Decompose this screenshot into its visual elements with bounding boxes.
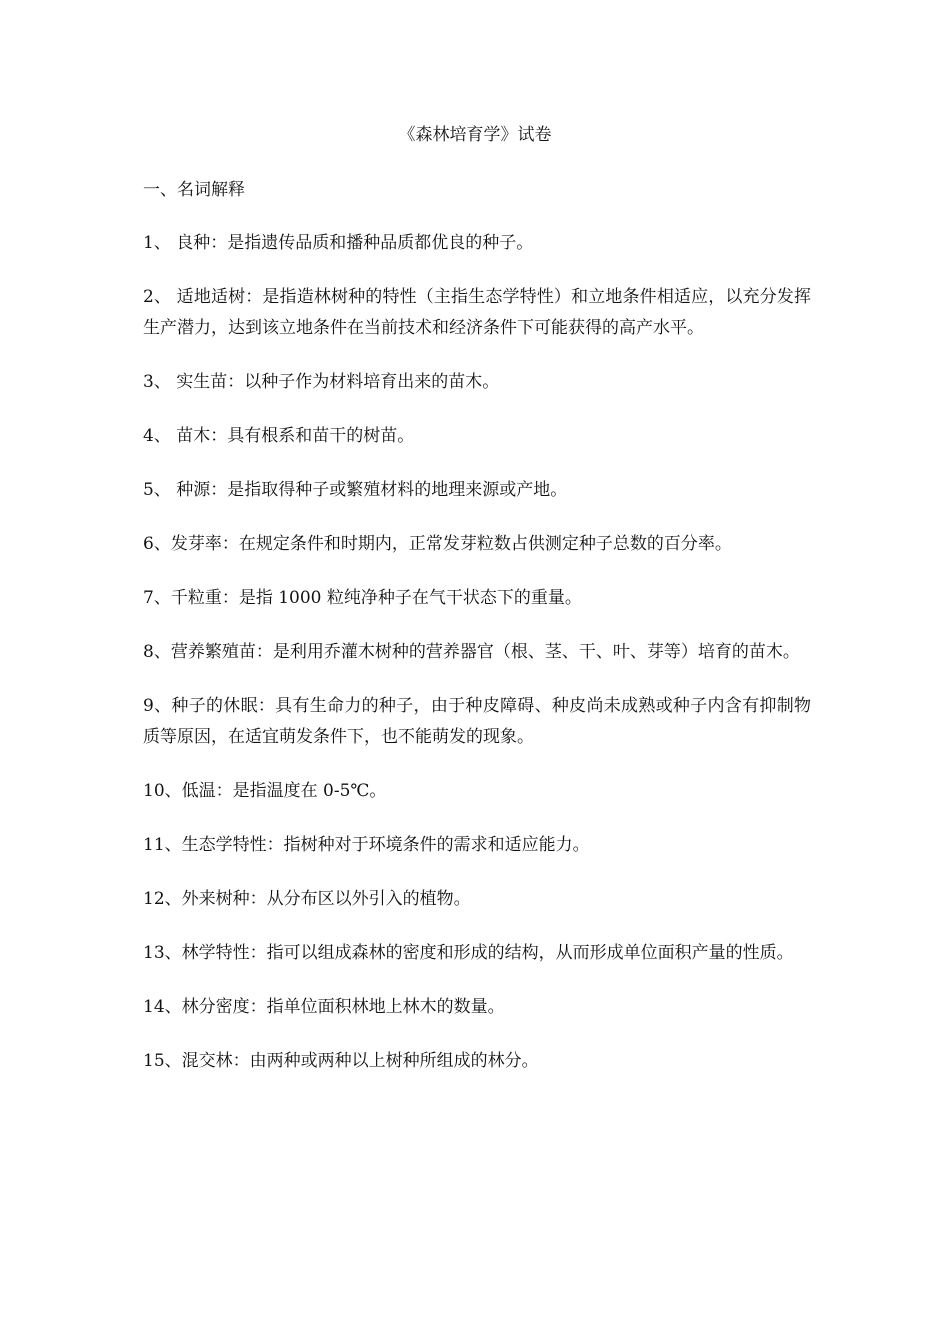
definition-entry: 15、混交林：由两种或两种以上树种所组成的林分。: [143, 1051, 539, 1071]
definition-entry: 4、 苗木：具有根系和苗干的树苗。: [143, 426, 415, 446]
definition-entry: 8、营养繁殖苗：是利用乔灌木树种的营养器官（根、茎、干、叶、芽等）培育的苗木。: [143, 642, 800, 662]
definition-entry: 14、林分密度：指单位面积林地上林木的数量。: [143, 997, 505, 1017]
definition-entry: 12、外来树种：从分布区以外引入的植物。: [143, 889, 471, 909]
definition-entry: 11、生态学特性：指树种对于环境条件的需求和适应能力。: [143, 835, 590, 855]
definition-entry: 3、 实生苗：以种子作为材料培育出来的苗木。: [143, 372, 500, 392]
definition-list: [143, 228, 811, 1100]
definition-entry: 7、千粒重：是指 1000 粒纯净种子在气干状态下的重量。: [143, 588, 582, 608]
document-title: 《森林培育学》试卷: [398, 125, 552, 145]
definition-entry: 2、 适地适树：是指造林树种的特性（主指生态学特性）和立地条件相适应，以充分发挥生产潜力，达到该立地条件在当前技术和经济条件下可能获得的高产水平。: [143, 287, 811, 338]
definition-entry: 13、林学特性：指可以组成森林的密度和形成的结构，从而形成单位面积产量的性质。: [143, 943, 794, 963]
definition-entry: 9、种子的休眠：具有生命力的种子，由于种皮障碍、种皮尚未成熟或种子内含有抑制物质等原因，在适宜萌发条件下，也不能萌发的现象。: [143, 696, 811, 747]
definition-entry: 10、低温：是指温度在 0-5℃。: [143, 781, 387, 801]
definition-entry: 5、 种源：是指取得种子或繁殖材料的地理来源或产地。: [143, 480, 568, 500]
section-heading: 一、名词解释: [143, 180, 245, 200]
definition-entry: 6、发芽率：在规定条件和时期内，正常发芽粒数占供测定种子总数的百分率。: [143, 534, 732, 554]
definition-entry: 1、 良种：是指遗传品质和播种品质都优良的种子。: [143, 233, 534, 253]
